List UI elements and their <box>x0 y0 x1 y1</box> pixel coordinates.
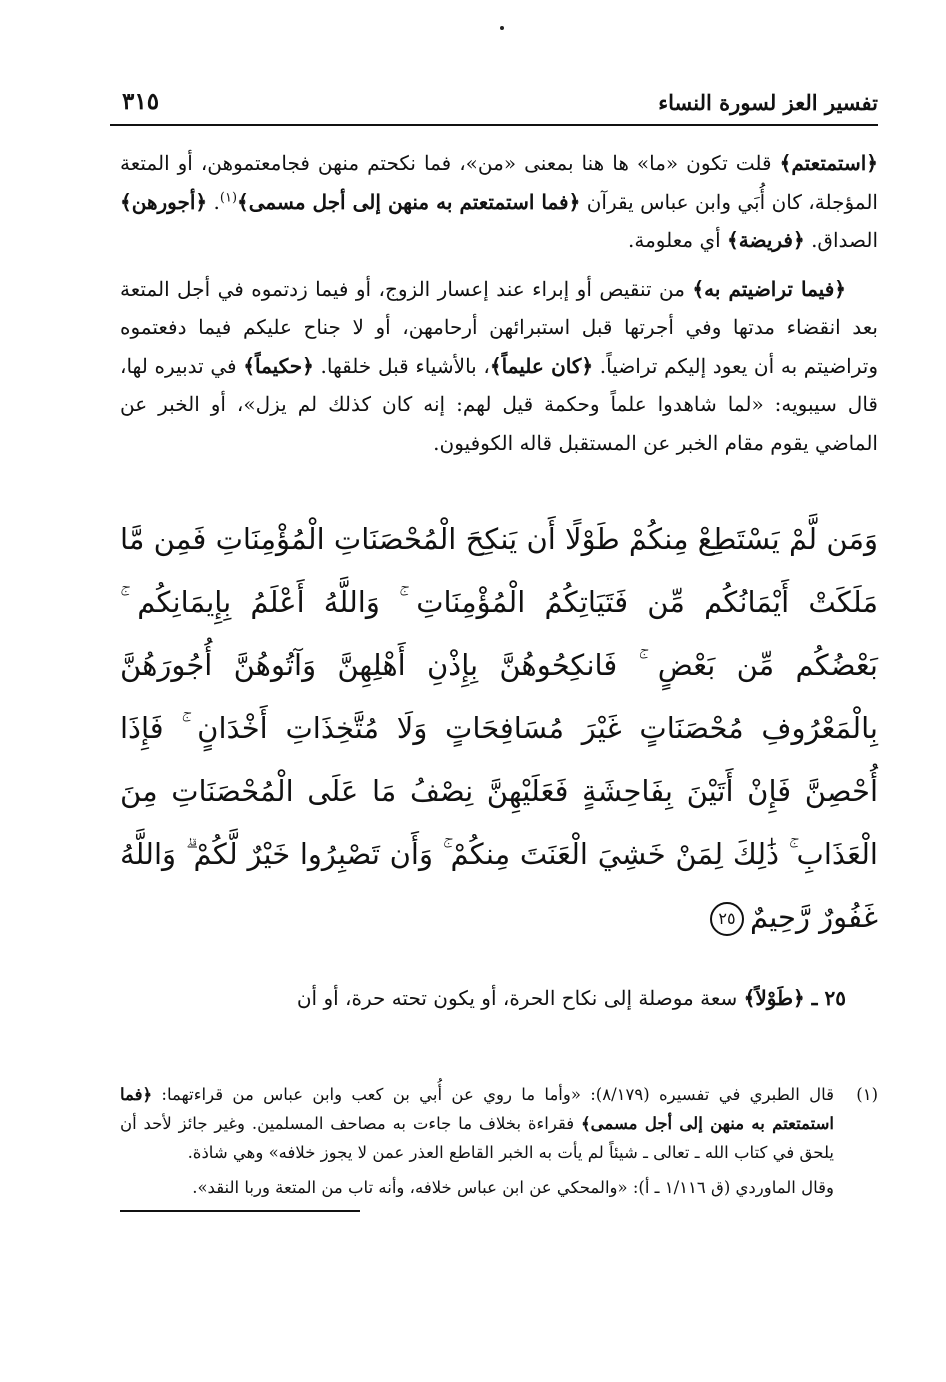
quran-term: ﴿فريضة﴾ <box>727 228 805 252</box>
paragraph-istamtatum <box>120 144 878 260</box>
quran-verse <box>120 508 878 949</box>
quran-reading: ﴿فما استمتعتم به منهن إلى أجل مسمى﴾ <box>120 1085 834 1133</box>
quran-term: ﴿فيما تراضيتم به﴾ <box>692 276 846 301</box>
footnote-divider <box>120 1210 360 1212</box>
page-number: ٣١٥ <box>122 88 160 115</box>
text-run: من تنقيص أو إبراء عند إعسار الزوج، أو فيما زدتموه في أجل المتعة بعد انقضاء مدتها وفي أجرتها قبل استبرائهن أرحامهن، أو لا جناح عليكم فيما دفعتموه وتراضيتم به أن يعود إليكم تراضياً. <box>120 276 878 378</box>
text-run: الصداق. <box>804 228 878 252</box>
text-run: سعة موصلة إلى نكاح الحرة، أو يكون تحته حرة، أو أن <box>296 986 744 1010</box>
quran-term: ﴿طَوْلاً﴾ <box>743 986 805 1010</box>
quran-term: ﴿استمتعتم﴾ <box>779 151 878 175</box>
footnotes <box>120 1080 878 1202</box>
paragraph-tawlan <box>120 979 878 1018</box>
quran-term: ﴿حكيماً﴾ <box>243 353 314 378</box>
text-run: في تدبيره لها، قال سيبويه: «لما شاهدوا علماً وحكمة قيل لهم: إنه كان كذلك لم يزل»، أو الخبر عن الماضي يقوم مقام الخبر عن المستقبل قاله الكوفيون. <box>120 353 878 455</box>
text-run: قلت تكون «ما» ها هنا بمعنى «من»، فما نكحتم منهن فجامعتموهن، أو المتعة المؤجلة، كان أُبَي وابن عباس يقرآن <box>120 151 878 214</box>
text-run: فقراءة بخلاف ما جاءت به مصاحف المسلمين. وغير جائز لأحد أن يلحق في كتاب الله ـ تعالى ـ شيئاً لم يأت به الخبر القاطع العذر عمن لا يجوز خلافه» وهي شاذة. <box>120 1114 834 1162</box>
footnote-item <box>120 1080 878 1202</box>
text-run: قال الطبري في تفسيره (٨/١٧٩): «وأما ما روي عن أُبي بن كعب وابن عباس من قراءتهما: <box>152 1085 834 1104</box>
footnote-marker: (١) <box>856 1085 878 1104</box>
text-run: ، بالأشياء قبل خلقها. <box>313 353 490 378</box>
page-body <box>120 144 878 1204</box>
running-title: تفسير العز لسورة النساء <box>658 90 878 115</box>
quran-term: ﴿أجورهن﴾ <box>120 189 208 214</box>
footnote-text <box>120 1080 834 1202</box>
footnote-ref: (١) <box>219 189 238 205</box>
verse-text: وَمَن لَّمْ يَسْتَطِعْ مِنكُمْ طَوْلًا أَن يَنكِحَ الْمُحْصَنَاتِ الْمُؤْمِنَاتِ فَمِن مَّا مَلَكَتْ أَيْمَانُكُم مِّن فَتَيَاتِكُمُ الْمُؤْمِنَاتِ ۚ وَاللَّهُ أَعْلَمُ بِإِيمَانِكُم ۚ بَعْضُكُم مِّن بَعْضٍ ۚ فَانكِحُوهُنَّ بِإِذْنِ أَهْلِهِنَّ وَآتُوهُنَّ أُجُورَهُنَّ بِالْمَعْرُوفِ مُحْصَنَاتٍ غَيْرَ مُسَافِحَاتٍ وَلَا مُتَّخِذَاتِ أَخْدَانٍ ۚ فَإِذَا أُحْصِنَّ فَإِنْ أَتَيْنَ بِفَاحِشَةٍ فَعَلَيْهِنَّ نِصْفُ مَا عَلَى الْمُحْصَنَاتِ مِنَ الْعَذَابِ ۚ ذَٰلِكَ لِمَنْ خَشِيَ الْعَنَتَ مِنكُمْ ۚ وَأَن تَصْبِرُوا خَيْرٌ لَّكُمْ ۗ وَاللَّهُ غَفُورٌ رَّحِيمٌ <box>120 522 878 934</box>
footnote-paragraph <box>120 1080 834 1167</box>
verse-number-marker: ٢٥ <box>710 902 744 936</box>
paragraph-taradaytum <box>120 270 878 463</box>
text-run: أي معلومة. <box>628 228 728 252</box>
page-dot <box>500 26 504 30</box>
quran-term: ﴿كان عليماً﴾ <box>489 353 594 378</box>
page-header <box>110 84 878 126</box>
footnote-paragraph: وقال الماوردي (ق ١/١١٦ ـ أ): «والمحكي عن ابن عباس خلافه، وأنه تاب من المتعة وربا النقد». <box>192 1178 834 1197</box>
text-run: . <box>207 189 220 214</box>
quran-reading: ﴿فما استمتعتم به منهن إلى أجل مسمى﴾ <box>237 189 581 214</box>
verse-ref-number: ٢٥ ـ <box>804 986 846 1010</box>
